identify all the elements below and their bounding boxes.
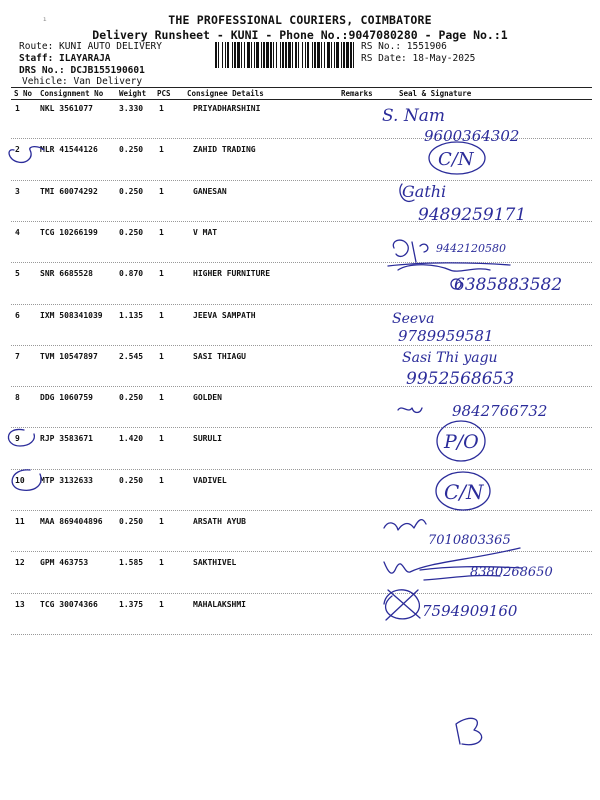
signature-stroke <box>388 263 510 266</box>
cell-consignment-no: GPM 463753 <box>40 558 89 567</box>
row-separator <box>11 427 592 428</box>
cell-sno: 1 <box>15 104 20 113</box>
barcode-bar <box>222 42 223 68</box>
cell-pcs: 1 <box>159 187 164 196</box>
row-separator <box>11 138 592 139</box>
barcode-bar <box>336 42 339 68</box>
row-separator <box>11 469 592 470</box>
header-rule-bottom <box>11 99 592 100</box>
cell-consignment-no: TCG 10266199 <box>40 228 98 237</box>
col-pcs: PCS <box>157 89 171 98</box>
signature-stroke <box>398 408 422 413</box>
cell-weight: 1.375 <box>119 600 144 609</box>
barcode-bar <box>276 42 277 68</box>
cell-sno: 11 <box>15 517 25 526</box>
row-separator <box>11 345 592 346</box>
cell-pcs: 1 <box>159 558 164 567</box>
cell-pcs: 1 <box>159 600 164 609</box>
cell-consignee: ARSATH AYUB <box>193 517 246 526</box>
cell-weight: 0.250 <box>119 517 144 526</box>
cn-stamp <box>429 142 485 174</box>
handwritten-phone: 7594909160 <box>422 602 518 620</box>
cell-consignment-no: MAA 869404896 <box>40 517 103 526</box>
col-sno: S No <box>14 89 33 98</box>
cell-weight: 0.250 <box>119 145 144 154</box>
cell-consignee: SASI THIAGU <box>193 352 246 361</box>
cell-sno: 2 <box>15 145 20 154</box>
barcode-bar <box>227 42 229 68</box>
barcode-bar <box>244 42 245 68</box>
handwritten-phone: 9600364302 <box>424 127 520 145</box>
cell-consignment-no: DDG 1060759 <box>40 393 93 402</box>
cell-consignment-no: TVM 10547897 <box>40 352 98 361</box>
barcode-bar <box>302 42 303 68</box>
cell-weight: 0.250 <box>119 187 144 196</box>
barcode-bar <box>353 42 354 68</box>
row-separator <box>11 304 592 305</box>
page-mark <box>456 718 482 744</box>
signature-stroke <box>384 590 420 620</box>
cell-consignee: SAKTHIVEL <box>193 558 237 567</box>
row-separator <box>11 593 592 594</box>
row-separator <box>11 262 592 263</box>
barcode-bar <box>305 42 306 68</box>
cell-consignment-no: RJP 3583671 <box>40 434 93 443</box>
cell-consignment-no: IXM 508341039 <box>40 311 103 320</box>
handwritten-phone: 9842766732 <box>452 402 548 420</box>
col-weight: Weight <box>119 89 147 98</box>
cell-consignee: VADIVEL <box>193 476 227 485</box>
barcode-bar <box>261 42 262 68</box>
rs-date: RS Date: 18-May-2025 <box>361 53 476 64</box>
cell-sno: 7 <box>15 352 20 361</box>
cell-sno: 9 <box>15 434 20 443</box>
cell-consignment-no: NKL 3561077 <box>40 104 93 113</box>
cell-weight: 1.585 <box>119 558 144 567</box>
barcode-bar <box>256 42 259 68</box>
cn-stamp-text: C/N <box>444 480 484 504</box>
cell-consignment-no: SNR 6685528 <box>40 269 93 278</box>
handwritten-phone: 9489259171 <box>418 205 527 225</box>
barcode-bar <box>270 42 272 68</box>
barcode-bar <box>334 42 335 68</box>
cell-weight: 2.545 <box>119 352 144 361</box>
signature-stroke <box>451 279 461 289</box>
barcode-bar <box>237 42 240 68</box>
cell-consignee: HIGHER FURNITURE <box>193 269 271 278</box>
barcode-bar <box>298 42 299 68</box>
handwritten-name: S. Nam <box>382 106 445 126</box>
cell-weight: 0.250 <box>119 228 144 237</box>
col-seal-signature: Seal & Signature <box>399 89 472 98</box>
cn-stamp <box>436 472 490 510</box>
barcode-bar <box>266 42 269 68</box>
row-separator <box>11 551 592 552</box>
cell-consignee: PRIYADHARSHINI <box>193 104 261 113</box>
signature-stroke <box>393 240 428 262</box>
barcode-bar <box>215 42 217 68</box>
col-consignment: Consignment No <box>40 89 104 98</box>
serial-circle-mark <box>8 429 34 446</box>
cell-pcs: 1 <box>159 228 164 237</box>
barcode-bar <box>254 42 255 68</box>
signature-stroke <box>398 265 490 271</box>
cell-weight: 1.420 <box>119 434 144 443</box>
row-separator <box>11 634 592 635</box>
cell-consignee: V MAT <box>193 228 218 237</box>
vehicle-label: Vehicle: Van Delivery <box>22 76 143 87</box>
cell-pcs: 1 <box>159 145 164 154</box>
barcode-bar <box>312 42 313 68</box>
barcode-bar <box>273 42 274 68</box>
handwritten-name: Sasi Thi yagu <box>402 350 498 366</box>
cell-sno: 13 <box>15 600 25 609</box>
barcode-bar <box>346 42 349 68</box>
cell-pcs: 1 <box>159 352 164 361</box>
route-label: Route: KUNI AUTO DELIVERY <box>19 41 162 52</box>
cell-sno: 12 <box>15 558 25 567</box>
cell-sno: 3 <box>15 187 20 196</box>
barcode-bar <box>314 42 316 68</box>
handwritten-phone: 8380268650 <box>470 565 553 580</box>
runsheet-title: Delivery Runsheet - KUNI - Phone No.:9047080280 - Page No.:1 <box>92 28 508 42</box>
barcode-bar <box>327 42 330 68</box>
cell-weight: 0.250 <box>119 476 144 485</box>
cell-weight: 0.250 <box>119 393 144 402</box>
cell-sno: 4 <box>15 228 20 237</box>
barcode-bar <box>285 42 287 68</box>
barcode-bar <box>251 42 252 68</box>
company-name: THE PROFESSIONAL COURIERS, COIMBATORE <box>168 13 432 27</box>
scan-mark: ı <box>43 16 47 23</box>
cell-sno: 10 <box>15 476 25 485</box>
barcode-bar <box>263 42 265 68</box>
barcode-bar <box>288 42 291 68</box>
barcode-bar <box>343 42 345 68</box>
header-rule-top <box>11 87 592 88</box>
col-remarks: Remarks <box>341 89 373 98</box>
barcode-bar <box>232 42 233 68</box>
cell-pcs: 1 <box>159 476 164 485</box>
cell-consignee: GANESAN <box>193 187 227 196</box>
barcode-bar <box>295 42 297 68</box>
cell-consignment-no: MLR 41544126 <box>40 145 98 154</box>
cell-consignee: GOLDEN <box>193 393 222 402</box>
barcode-bar <box>225 42 226 68</box>
col-consignee: Consignee Details <box>187 89 264 98</box>
row-separator <box>11 386 592 387</box>
handwritten-phone: 9442120580 <box>436 242 506 255</box>
cell-consignee: ZAHID TRADING <box>193 145 256 154</box>
rs-number: RS No.: 1551906 <box>361 41 447 52</box>
barcode-bar <box>324 42 325 68</box>
row-separator <box>11 510 592 511</box>
barcode-bar <box>341 42 342 68</box>
handwritten-phone: 7010803365 <box>428 533 511 548</box>
signature-stroke <box>420 567 522 580</box>
handwritten-phone: 9789959581 <box>398 327 494 345</box>
cell-sno: 5 <box>15 269 20 278</box>
cell-pcs: 1 <box>159 517 164 526</box>
cell-pcs: 1 <box>159 393 164 402</box>
cell-consignee: MAHALAKSHMI <box>193 600 246 609</box>
cell-consignment-no: MTP 3132633 <box>40 476 93 485</box>
cell-weight: 0.870 <box>119 269 144 278</box>
cell-consignee: JEEVA SAMPATH <box>193 311 256 320</box>
barcode-bar <box>218 42 219 68</box>
cell-pcs: 1 <box>159 269 164 278</box>
page-mark-text: B <box>462 740 463 741</box>
barcode-bar <box>331 42 332 68</box>
cn-stamp-text: C/N <box>438 149 474 170</box>
cell-pcs: 1 <box>159 434 164 443</box>
barcode-bar <box>350 42 352 68</box>
cell-consignment-no: TMI 60074292 <box>40 187 98 196</box>
cell-consignee: SURULI <box>193 434 222 443</box>
cell-consignment-no: TCG 30074366 <box>40 600 98 609</box>
cell-pcs: 1 <box>159 104 164 113</box>
signature-stroke <box>400 184 414 201</box>
barcode-bar <box>292 42 293 68</box>
barcode-bar <box>241 42 242 68</box>
barcode-bar <box>280 42 281 68</box>
barcode-image <box>214 42 356 68</box>
row-separator <box>11 180 592 181</box>
drs-number: DRS No.: DCJB155190601 <box>19 65 145 76</box>
barcode-bar <box>317 42 320 68</box>
barcode-bar <box>307 42 309 68</box>
handwritten-name: Seeva <box>392 311 435 327</box>
signature-stroke <box>384 520 426 530</box>
cell-weight: 1.135 <box>119 311 144 320</box>
staff-label: Staff: ILAYARAJA <box>19 53 111 64</box>
handwritten-phone: 9952568653 <box>406 369 515 389</box>
barcode-bar <box>321 42 322 68</box>
cell-sno: 6 <box>15 311 20 320</box>
row-separator <box>11 221 592 222</box>
cell-sno: 8 <box>15 393 20 402</box>
barcode-bar <box>247 42 250 68</box>
po-stamp-text: P/O <box>444 431 479 453</box>
handwritten-name: Gathi <box>402 182 447 201</box>
cell-weight: 3.330 <box>119 104 144 113</box>
barcode-bar <box>282 42 284 68</box>
cell-pcs: 1 <box>159 311 164 320</box>
handwritten-phone: 6385883582 <box>454 275 563 295</box>
barcode-bar <box>234 42 236 68</box>
